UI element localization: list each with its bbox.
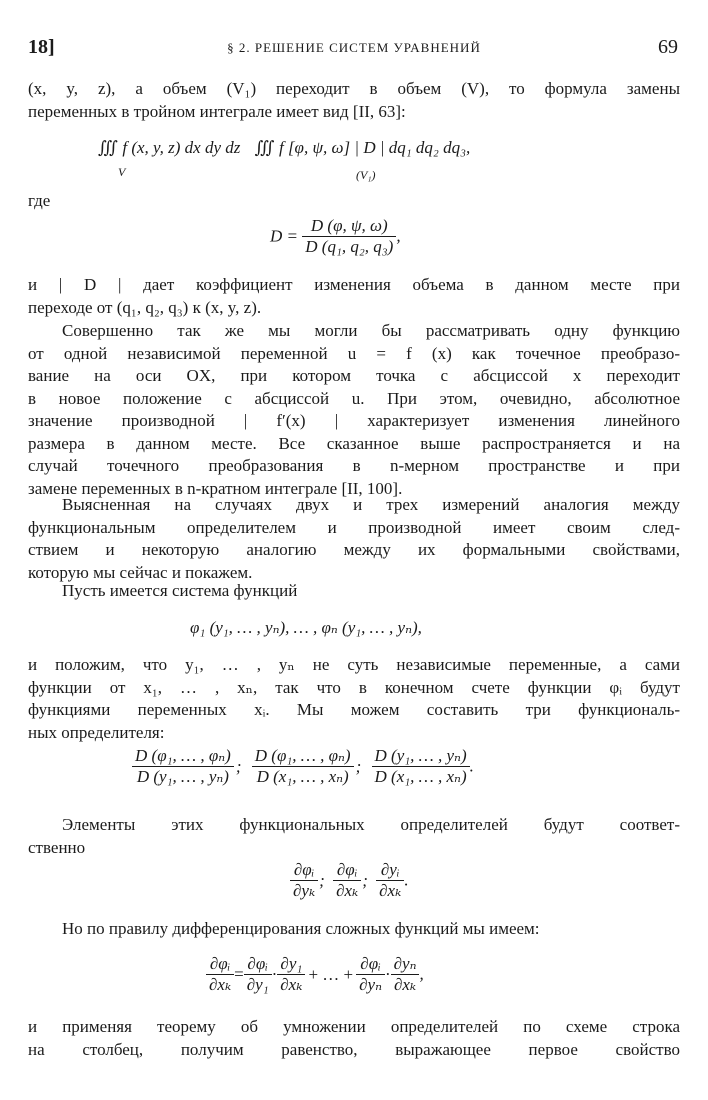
equation-function-system: φ₁ (y₁, … , yₙ), … , φₙ (y₁, … , yₙ),	[190, 618, 422, 637]
text-line: функциями переменных xᵢ. Мы можем составить три функциональ-	[28, 700, 680, 719]
paragraph-3	[28, 320, 680, 500]
numerator: D (φ, ψ, ω)	[302, 216, 396, 237]
denominator: ∂yₙ	[359, 975, 382, 994]
denominator: ∂y₁	[246, 975, 269, 994]
text-line: и | D | дает коэффициент изменения объема в данном месте при	[28, 275, 680, 294]
paragraph-8	[28, 918, 680, 941]
text-line: Но по правилу дифференцирования сложных функций мы имеем:	[62, 919, 540, 938]
text-line: размера в данном месте. Все сказанное выше распространяется и на	[28, 433, 680, 453]
paragraph-9	[28, 1016, 680, 1061]
separator: ;	[235, 756, 242, 776]
numerator: ∂yᵢ	[376, 860, 404, 881]
equation-triple-integral	[98, 138, 470, 158]
text-line: ных определителя:	[28, 722, 165, 742]
punctuation: ,	[419, 964, 424, 984]
denominator: ∂yₖ	[293, 881, 316, 900]
text-line: Элементы этих функциональных определителей будут соответ-	[62, 815, 680, 834]
ellipsis-sum: + … +	[308, 964, 354, 984]
integral-limit-v1: (V₁)	[356, 168, 376, 182]
fraction	[333, 860, 361, 901]
fraction	[132, 746, 234, 787]
page-number: 69	[658, 36, 678, 58]
denominator: D (q₁, q₂, q₃)	[305, 237, 394, 256]
numerator: D (y₁, … , yₙ)	[372, 746, 470, 767]
section-number: 18]	[28, 36, 55, 58]
text-line: ствием и некоторую аналогию между их формальными свойствами,	[28, 540, 680, 559]
denominator: D (x₁, … , xₙ)	[374, 767, 467, 786]
text-line: в новое положение с абсциссой u. При этом, очевидно, абсолютное	[28, 388, 680, 408]
text-line: (x, y, z), а объем (V₁) переходит в объем (V), то формула замены	[28, 79, 680, 98]
denominator: ∂xₖ	[280, 975, 303, 994]
separator: ;	[355, 756, 362, 776]
equals-sign: =	[234, 964, 244, 984]
numerator: D (φ₁, … , φₙ)	[132, 746, 234, 767]
text-line: вание на оси OX, при котором точка с абсциссой x переходит	[28, 366, 680, 385]
text-line: которую мы сейчас и покажем.	[28, 562, 253, 582]
numerator: ∂φᵢ	[333, 860, 361, 881]
text-line: Пусть имеется система функций	[62, 581, 298, 600]
equation-jacobian	[270, 216, 401, 257]
fraction	[244, 954, 272, 995]
running-title: § 2. РЕШЕНИЕ СИСТЕМ УРАВНЕНИЙ	[227, 40, 481, 55]
fraction	[372, 746, 470, 787]
separator: ;	[319, 870, 325, 890]
dot-operator: ·	[384, 964, 391, 984]
numerator: ∂φᵢ	[244, 954, 272, 975]
equation-chain-rule	[206, 954, 424, 995]
paragraph-4	[28, 494, 680, 584]
text-line: функции от x₁, … , xₙ, так что в конечном счете функции φᵢ будут	[28, 677, 680, 697]
paragraph-1	[28, 78, 680, 123]
paragraph-5	[28, 580, 680, 603]
equation-partial-derivatives	[290, 860, 409, 901]
numerator: ∂φᵢ	[356, 954, 385, 975]
separator: ;	[362, 870, 368, 890]
text-line: на столбец, получим равенство, выражающее первое свойство	[28, 1039, 680, 1059]
denominator: ∂xₖ	[209, 975, 232, 994]
punctuation: .	[469, 756, 474, 776]
paragraph-7	[28, 814, 680, 859]
fraction	[252, 746, 354, 787]
text-line: переходе от (q₁, q₂, q₃) к (x, y, z).	[28, 297, 262, 317]
numerator: ∂y₁	[277, 954, 305, 975]
fraction	[356, 954, 385, 995]
equation-lhs: ∭ f (x, y, z) dx dy dz	[98, 138, 241, 157]
fraction	[277, 954, 305, 995]
fraction	[302, 216, 396, 257]
punctuation: ,	[396, 226, 401, 246]
text-line: случай точечного преобразования в n-мерном пространстве и при	[28, 456, 680, 475]
denominator: D (y₁, … , yₙ)	[136, 767, 229, 786]
numerator: ∂φᵢ	[206, 954, 234, 975]
denominator: D (x₁, … , xₙ)	[256, 767, 349, 786]
text-line: переменных в тройном интеграле имеет вид [II, 63]:	[28, 101, 406, 121]
fraction	[391, 954, 420, 995]
fraction	[290, 860, 318, 901]
text-line: функциональным определителем и производной имеет своим след-	[28, 517, 680, 537]
text-line: и положим, что y₁, … , yₙ не суть независимые переменные, а сами	[28, 655, 680, 674]
equation-three-determinants	[132, 746, 474, 787]
denominator: ∂xₖ	[336, 881, 359, 900]
fraction	[376, 860, 404, 901]
text-line: и применяя теорему об умножении определителей по схеме строка	[28, 1017, 680, 1036]
text-line: замене переменных в n-кратном интеграле [II, 100].	[28, 478, 403, 498]
equation-lhs: D =	[270, 226, 298, 246]
text-line: Совершенно так же мы могли бы рассматривать одну функцию	[62, 321, 680, 340]
text-line: от одной независимой переменной u = f (x) как точечное преобразо-	[28, 343, 680, 363]
paragraph-2	[28, 274, 680, 319]
text-line: где	[28, 191, 51, 210]
dot-operator: ·	[271, 964, 278, 984]
running-header	[28, 36, 680, 60]
numerator: ∂φᵢ	[290, 860, 318, 881]
text-line: Выясненная на случаях двух и трех измерений аналогия между	[62, 495, 680, 514]
text-line: ственно	[28, 837, 86, 857]
word-where	[28, 190, 680, 213]
text-line: значение производной | f′(x) | характеризует изменения линейного	[28, 411, 680, 430]
equation-rhs: ∭ f [φ, ψ, ω] | D | dq₁ dq₂ dq₃,	[254, 138, 471, 157]
numerator: D (φ₁, … , φₙ)	[252, 746, 354, 767]
fraction	[206, 954, 234, 995]
denominator: ∂xₖ	[379, 881, 402, 900]
numerator: ∂yₙ	[391, 954, 420, 975]
denominator: ∂xₖ	[393, 975, 417, 994]
paragraph-6	[28, 654, 680, 744]
punctuation: .	[404, 870, 409, 890]
integral-limit-v: V	[118, 165, 126, 179]
